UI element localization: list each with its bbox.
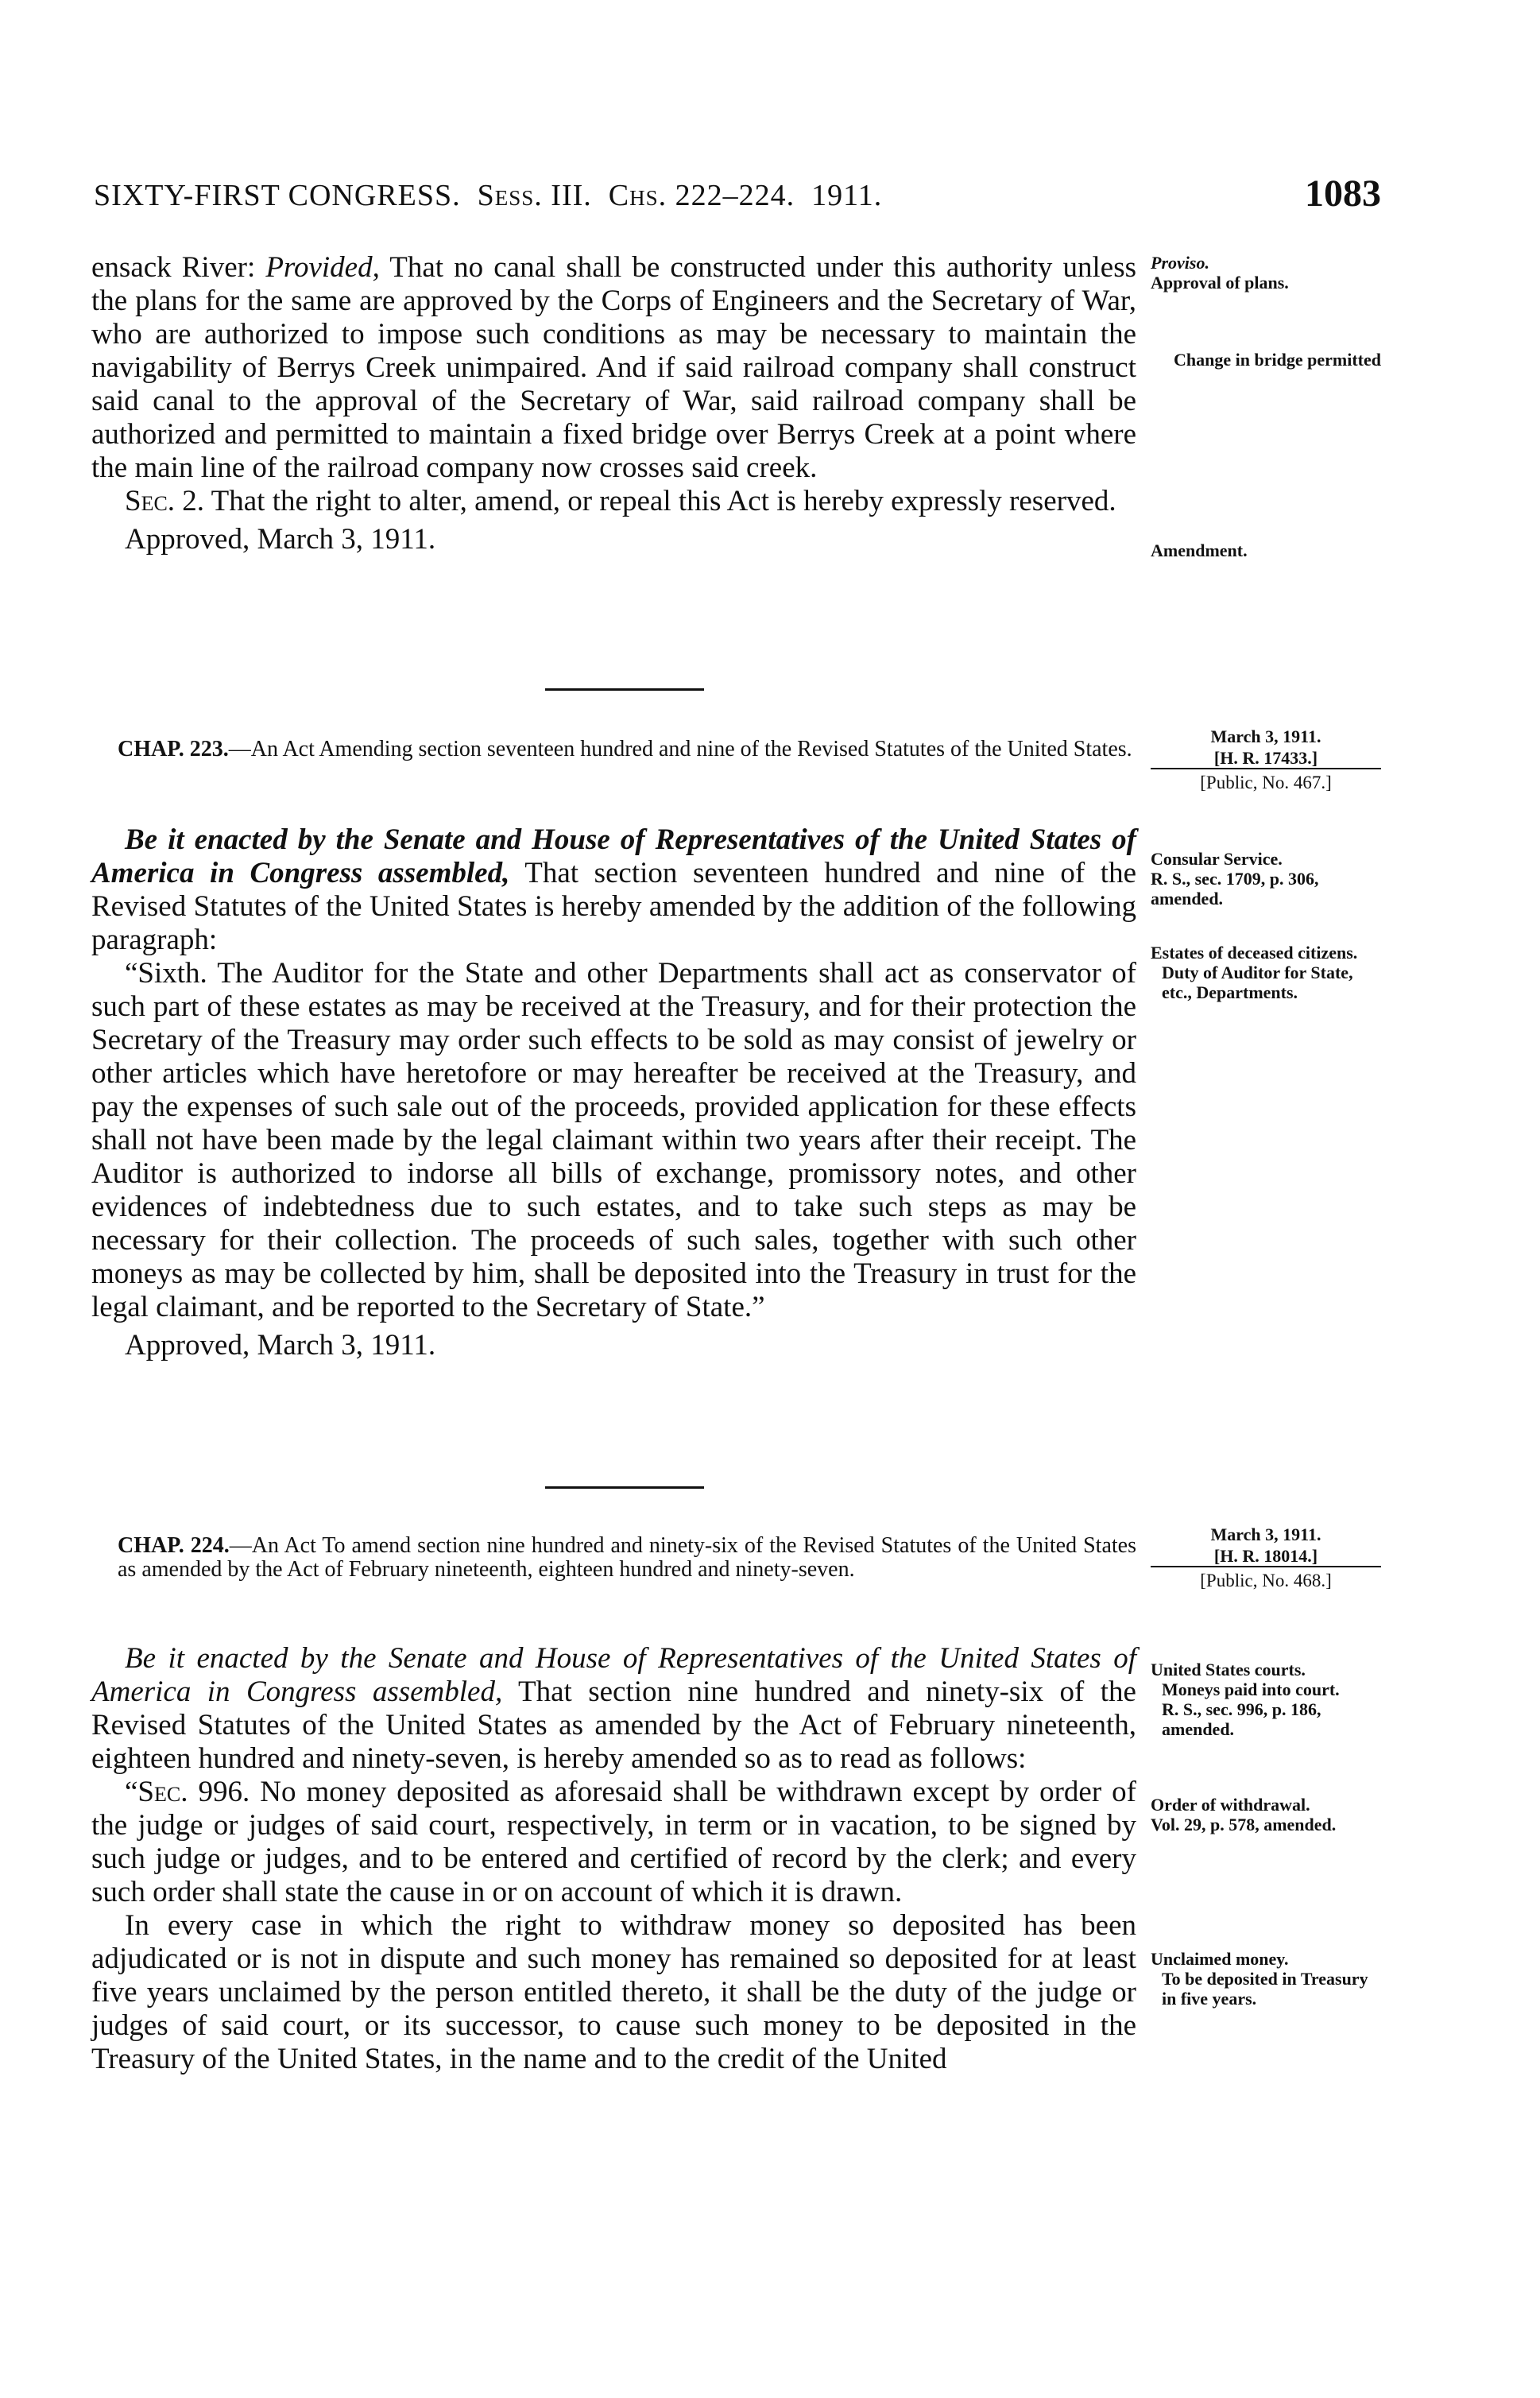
approved-line: Approved, March 3, 1911. — [125, 523, 436, 556]
chap223-sixth-paragraph: “Sixth. The Auditor for the State and other Departments shall act as conservator of such part of these estates as may be received at the Treasury, and for their protection the Secretary of the Treasury may order such effects to be sold as may consist of jewelry or other articles which have heretofore or may hereafter be received at the Treasury, and pay the expenses of such sale out of the proceeds, provided application for these effects shall not have been made by the legal claimant within two years after their receipt. The Auditor is authorized to indorse all bills of exchange, promissory notes, and other evidences of indebtedness due to such estates, and to take such steps as may be necessary for their collection. The proceeds of such sales, together with such other moneys as may be collected by him, shall be deposited into the Treasury in trust for the legal claimant, and be reported to the Secretary of State.” — [91, 957, 1136, 1323]
chap223-label: CHAP. 223. — [118, 737, 229, 761]
year-label: 1911. — [811, 179, 883, 212]
chap224-heading: CHAP. 224.—An Act To amend section nine hundred and ninety-six of the Revised Statutes of the United States as amended by the Act of February nineteenth, eighteen hundred and ninety-seven. — [118, 1533, 1136, 1582]
carryover-paragraph: ensack River: Provided, That no canal shall be constructed under this authority unless the plans for the same are approved by the Corps of Engineers and the Secretary of War, who are authorized to impose such conditions as may be necessary to maintain the navigability of Berrys Creek unimpaired. And if said railroad company shall construct said canal to the approval of the Secretary of War, said railroad company shall be authorized and permitted to maintain a fixed bridge over Berrys Creek at a point where the main line of the railroad company now crosses said creek. — [91, 251, 1136, 484]
chapters-label: Chs. 222–224. — [608, 179, 795, 212]
margin-note-bridge: Change in bridge permitted — [1174, 350, 1381, 370]
margin-note-courts: United States courts. Moneys paid into court. R. S., sec. 996, p. 186, amended. — [1151, 1660, 1340, 1739]
section-996: “Sec. 996. No money deposited as aforesaid shall be withdrawn except by order of the judge or judges of said court, respectively, in term or in vacation, to be signed by such judge or judges, and to be entered and certified of record by the clerk; and every such order shall state the cause in or on account of which it is drawn. — [91, 1776, 1136, 1908]
congress-title: SIXTY-FIRST CONGRESS. — [94, 179, 461, 212]
section-divider — [545, 688, 704, 691]
margin-note-unclaimed: Unclaimed money. To be deposited in Treasury in five years. — [1151, 1949, 1368, 2009]
page-number: 1083 — [1305, 172, 1381, 215]
session-label: Sess. III. — [477, 179, 592, 212]
margin-note-estates: Estates of deceased citizens. Duty of Auditor for State, etc., Departments. — [1151, 943, 1358, 1002]
sec996-label: “Sec. 996. — [125, 1776, 250, 1808]
running-head — [94, 178, 882, 213]
unclaimed-money-paragraph: In every case in which the right to withdraw money so deposited has been adjudicated or is not in dispute and such money has remained so deposited for at least five years unclaimed by the person entitled thereto, it shall be the duty of the judge or judges of said court, or its successor, to cause such money to be deposited in the Treasury of the United States, in the name and to the credit of the United — [91, 1909, 1136, 2075]
chap224-label: CHAP. 224. — [118, 1533, 230, 1558]
margin-note-withdrawal: Order of withdrawal. Vol. 29, p. 578, amended. — [1151, 1795, 1337, 1834]
margin-note-proviso: Proviso. Approval of plans. — [1151, 253, 1289, 292]
section-divider — [545, 1486, 704, 1489]
chap223-body — [91, 823, 1136, 1362]
chap224-dates: March 3, 1911. [H. R. 18014.] [Public, No. 468.] — [1151, 1524, 1381, 1590]
carryover-section — [91, 251, 1136, 556]
section-2: Sec. 2. That the right to alter, amend, or repeal this Act is hereby expressly reserved. — [125, 485, 1116, 517]
chap224-enacting-clause: Be it enacted by the Senate and House of Representatives of the United States of America in Congress assembled, That section nine hundred and ninety-six of the Revised Statutes of the United States as amended by the Act of February nineteenth, eighteen hundred and ninety-seven, is hereby amended so as to read as follows: — [91, 1642, 1136, 1775]
margin-note-consular: Consular Service. R. S., sec. 1709, p. 306, amended. — [1151, 849, 1319, 908]
chap223-approved: Approved, March 3, 1911. — [125, 1329, 436, 1362]
provided-word: Provided, — [265, 251, 380, 284]
chap223-enacting-clause: Be it enacted by the Senate and House of Representatives of the United States of America in Congress assembled, That section seventeen hundred and nine of the Revised Statutes of the United States is hereby amended by the addition of the following paragraph: — [91, 823, 1136, 956]
sec2-label: Sec. 2. — [125, 485, 205, 517]
running-header — [94, 172, 1381, 227]
margin-note-amendment: Amendment. — [1151, 540, 1248, 560]
chap223-dates: March 3, 1911. [H. R. 17433.] [Public, No. 467.] — [1151, 726, 1381, 792]
chap223-heading: CHAP. 223.—An Act Amending section seventeen hundred and nine of the Revised Statutes of the United States. — [118, 737, 1132, 761]
chap224-body — [91, 1642, 1136, 2076]
